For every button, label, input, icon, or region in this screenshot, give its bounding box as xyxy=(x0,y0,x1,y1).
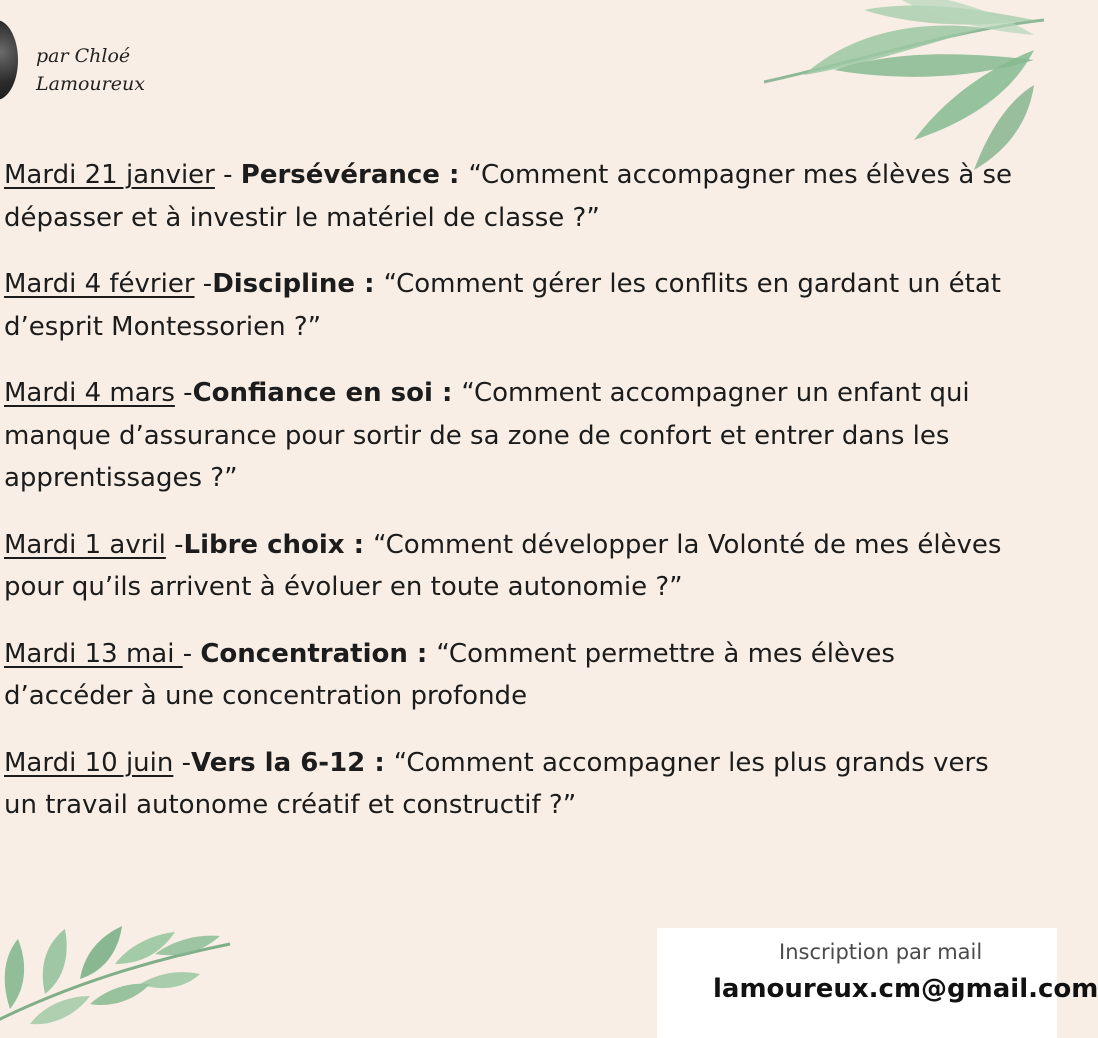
session-question: “Comment développer la Volonté de mes élèves pour qu’ils arrivent à évoluer en toute autonomie ?” xyxy=(4,529,1002,602)
session-question: “Comment permettre à mes élèves d’accéder à une concentration profonde xyxy=(4,638,895,711)
author-avatar xyxy=(0,20,18,100)
session-question: “Comment gérer les conflits en gardant un état d’esprit Montessorien ?” xyxy=(4,269,1001,342)
session-list xyxy=(4,154,1014,851)
author-line-1: par Chloé xyxy=(36,45,131,67)
eucalyptus-leaves-top-icon xyxy=(744,0,1034,180)
session-question: “Comment accompagner un enfant qui manque d’assurance pour sortir de sa zone de confort et entrer dans les apprentissages ?” xyxy=(4,378,970,493)
contact-email-link[interactable]: lamoureux.cm@gmail.com xyxy=(713,974,1098,1004)
session-date: Mardi 1 avril xyxy=(4,529,166,560)
session-item xyxy=(4,524,1014,609)
session-theme: Vers la 6-12 xyxy=(191,747,366,778)
session-separator: - xyxy=(194,269,213,299)
session-separator: - xyxy=(173,747,191,778)
session-theme: Discipline xyxy=(212,269,356,299)
session-colon: : xyxy=(439,160,469,190)
session-question: “Comment accompagner mes élèves à se dépasser et à investir le matériel de classe ?” xyxy=(4,160,1013,233)
session-separator: - xyxy=(165,529,184,560)
session-question: “Comment accompagner les plus grands vers un travail autonome créatif et constructif ?” xyxy=(4,747,989,820)
session-theme: Persévérance xyxy=(240,160,440,190)
session-date: Mardi 4 février xyxy=(4,269,195,299)
session-item xyxy=(4,263,1014,348)
inscription-label: Inscription par mail xyxy=(779,940,983,964)
session-theme: Concentration xyxy=(200,638,408,669)
author-line-2: Lamoureux xyxy=(36,73,145,95)
session-item xyxy=(4,742,1014,827)
session-date: Mardi 21 janvier xyxy=(4,160,215,190)
session-item xyxy=(4,372,1014,500)
session-separator: - xyxy=(174,378,193,408)
session-colon: : xyxy=(407,638,437,669)
session-separator: - xyxy=(214,160,241,190)
session-colon: : xyxy=(365,747,394,778)
session-date: Mardi 4 mars xyxy=(4,378,175,408)
eucalyptus-leaves-bottom-icon xyxy=(0,884,240,1034)
session-item xyxy=(4,154,1014,239)
session-date: Mardi 13 mai xyxy=(4,638,183,669)
session-colon: : xyxy=(355,269,384,299)
inscription-box xyxy=(657,928,1098,1038)
session-theme: Confiance en soi xyxy=(192,378,433,408)
session-item xyxy=(4,633,1014,718)
session-separator: - xyxy=(182,638,201,669)
session-colon: : xyxy=(344,529,374,560)
author-signature xyxy=(36,42,145,98)
session-colon: : xyxy=(432,378,462,408)
session-theme: Libre choix xyxy=(183,529,345,560)
session-date: Mardi 10 juin xyxy=(4,747,174,778)
